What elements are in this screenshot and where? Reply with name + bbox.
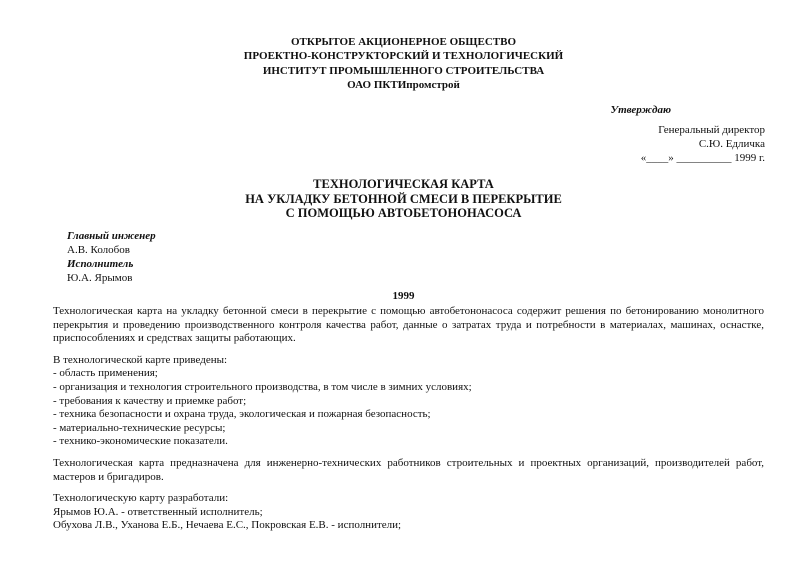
contents-list xyxy=(53,354,764,449)
purpose-paragraph: Технологическая карта предназначена для инженерно-технических работников строительных и проектных организаций, производителей работ, мастеров и бригадиров. xyxy=(53,456,764,483)
organization-header xyxy=(0,35,807,92)
authors-list xyxy=(53,492,764,533)
signatories xyxy=(67,229,156,285)
list-item: - материально-технические ресурсы; xyxy=(53,421,226,434)
org-line: ПРОЕКТНО-КОНСТРУКТОРСКИЙ И ТЕХНОЛОГИЧЕСКИЙ xyxy=(243,50,564,63)
list-item: - технико-экономические показатели. xyxy=(53,435,228,448)
authors-heading: Технологическую карту разработали: xyxy=(53,492,229,505)
list-item: - требования к качеству и приемке работ; xyxy=(53,394,247,407)
executor-role: Исполнитель xyxy=(67,258,134,270)
intro-paragraph: Технологическая карта на укладку бетонной смеси в перекрытие с помощью автобетононасоса содержит решения по бетонированию монолитного перекрытия и проведению производственного контроля качества работ, данные о затратах труда и потребности в материалах, машинах, оснастке, приспособлениях и средствах защиты работающих. xyxy=(53,305,764,345)
executor-name: Ю.А. Ярымов xyxy=(67,272,133,284)
document-year: 1999 xyxy=(392,290,415,302)
approval-date-line: «____» __________ 1999 г. xyxy=(640,152,765,164)
list-item: - техника безопасности и охрана труда, экологическая и пожарная безопасность; xyxy=(53,408,431,421)
chief-engineer-role: Главный инженер xyxy=(67,230,156,242)
document-title xyxy=(0,177,807,221)
approver-name: С.Ю. Едличка xyxy=(698,138,765,150)
title-line: ТЕХНОЛОГИЧЕСКАЯ КАРТА xyxy=(313,177,494,191)
chief-engineer-name: А.В. Колобов xyxy=(67,244,130,256)
author-line: Обухова Л.В., Уханова Е.Б., Нечаева Е.С., Покровская Е.В. - исполнители; xyxy=(53,519,402,532)
document-body xyxy=(53,305,764,533)
list-item: - организация и технология строительного производства, в том числе в зимних условиях; xyxy=(53,380,472,393)
approval-label: Утверждаю xyxy=(610,104,671,116)
list-item: - область применения; xyxy=(53,367,158,380)
approval-block xyxy=(641,123,765,165)
org-line: ИНСТИТУТ ПРОМЫШЛЕННОГО СТРОИТЕЛЬСТВА xyxy=(262,64,545,77)
org-short-name: ОАО ПКТИпромстрой xyxy=(347,78,460,91)
author-line: Ярымов Ю.А. - ответственный исполнитель; xyxy=(53,505,263,518)
title-line: С ПОМОЩЬЮ АВТОБЕТОНОНАСОСА xyxy=(285,206,522,220)
list-heading: В технологической карте приведены: xyxy=(53,353,228,366)
title-line: НА УКЛАДКУ БЕТОННОЙ СМЕСИ В ПЕРЕКРЫТИЕ xyxy=(245,191,562,206)
org-line: ОТКРЫТОЕ АКЦИОНЕРНОЕ ОБЩЕСТВО xyxy=(290,36,517,48)
approver-position: Генеральный директор xyxy=(658,124,765,136)
